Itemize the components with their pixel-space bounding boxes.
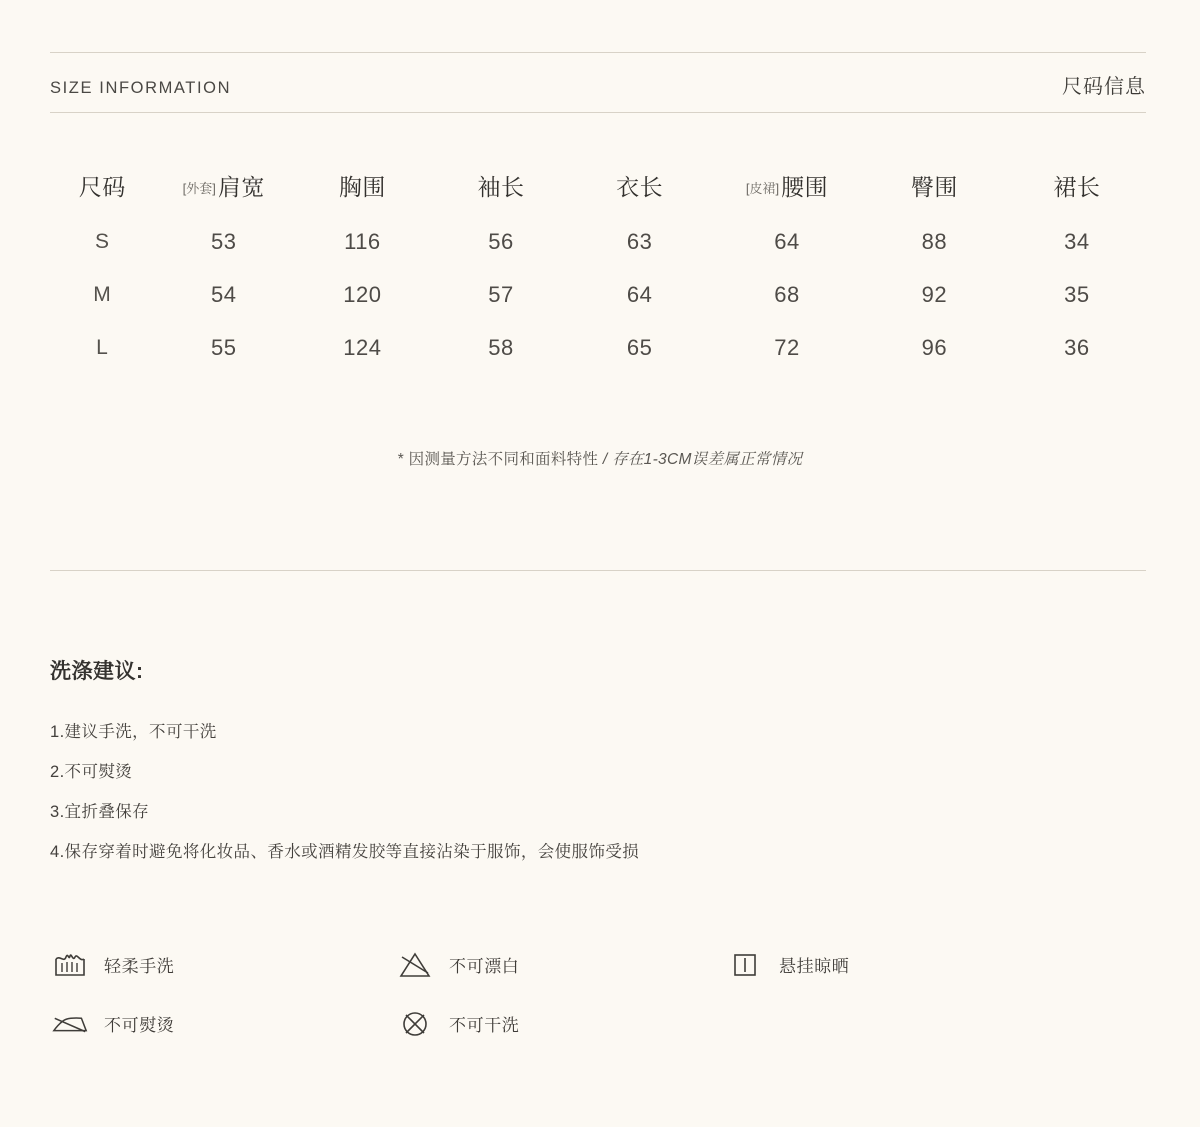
section-header: [50, 70, 1146, 99]
cell-bust: 120: [343, 281, 382, 307]
list-item: 4.保存穿着时避免将化妆品、香水或酒精发胶等直接沾染于服饰，会使服饰受损: [50, 843, 640, 861]
column-label: 胸围: [338, 173, 386, 200]
cell-length: 63: [626, 228, 653, 254]
legend-label: 不可干洗: [449, 1016, 520, 1035]
column-header-hip: [865, 155, 1004, 215]
legend-item-hang-dry: [725, 948, 1025, 982]
section-title-cn: 尺码信息: [1062, 76, 1146, 98]
cell-sleeve: 56: [488, 228, 514, 254]
cell-skirt-length: 34: [1064, 228, 1090, 254]
column-tag: [外套]: [182, 180, 216, 196]
table-row: [50, 321, 1150, 374]
measurement-note-main: * 因测量方法不同和面料特性: [397, 451, 599, 468]
column-header-sleeve: [432, 155, 571, 215]
no-iron-icon: [50, 1007, 90, 1041]
table-row: [50, 268, 1150, 321]
cell-shoulder: 55: [211, 334, 237, 360]
no-bleach-icon: [395, 948, 435, 982]
hang-dry-icon: [725, 948, 765, 982]
cell-sleeve: 58: [488, 334, 514, 360]
column-header-bust: [293, 155, 432, 215]
legend-item-no-iron: [50, 1007, 395, 1041]
cell-waist: 68: [774, 281, 800, 307]
care-section-title: 洗涤建议:: [50, 660, 144, 683]
measurement-note: [0, 447, 1200, 469]
cell-shoulder: 53: [211, 228, 237, 254]
column-header-shoulder: [155, 155, 294, 215]
cell-skirt-length: 35: [1064, 281, 1090, 307]
list-item: 2.不可熨烫: [50, 763, 133, 781]
column-label: 臀围: [910, 173, 958, 200]
cell-bust: 124: [343, 334, 382, 360]
hand-wash-icon: [50, 948, 90, 982]
legend-item-no-dryclean: [395, 1007, 725, 1041]
legend-label: 轻柔手洗: [104, 957, 175, 976]
cell-hip: 96: [921, 334, 948, 360]
list-item: 1.建议手洗，不可干洗: [50, 723, 217, 741]
cell-skirt-length: 36: [1064, 334, 1090, 360]
no-dryclean-icon: [395, 1007, 435, 1041]
divider-top: [50, 52, 1146, 53]
column-label: 肩宽: [217, 173, 265, 200]
cell-shoulder: 54: [211, 281, 237, 307]
care-instruction-list: [50, 712, 1100, 872]
divider-under-header: [50, 112, 1146, 113]
column-header-skirt-length: [1004, 155, 1150, 215]
legend-row-1: [50, 935, 1100, 994]
cell-hip: 92: [921, 281, 948, 307]
legend-item-hand-wash: [50, 948, 395, 982]
legend-label: 不可漂白: [449, 957, 520, 976]
legend-label: 不可熨烫: [104, 1016, 175, 1035]
cell-length: 64: [626, 281, 653, 307]
section-title-en: SIZE INFORMATION: [50, 79, 232, 97]
size-table: [50, 155, 1150, 374]
legend-row-2: [50, 994, 1100, 1053]
column-label: 尺码: [78, 173, 126, 200]
cell-sleeve: 57: [488, 281, 514, 307]
column-header-waist: [709, 155, 865, 215]
column-label: 腰围: [781, 173, 829, 200]
measurement-note-italic: / 存在1-3CM误差属正常情况: [602, 451, 803, 468]
cell-length: 65: [626, 334, 653, 360]
cell-size: M: [93, 282, 112, 306]
column-label: 衣长: [616, 173, 664, 200]
cell-waist: 64: [774, 228, 800, 254]
care-symbol-legend: [50, 935, 1100, 1053]
legend-item-no-bleach: [395, 948, 725, 982]
cell-size: S: [94, 229, 110, 253]
cell-size: L: [96, 335, 109, 359]
column-header-size: [50, 155, 155, 215]
column-header-length: [570, 155, 709, 215]
divider-bottom: [50, 570, 1146, 571]
table-row: [50, 215, 1150, 268]
list-item: 3.宜折叠保存: [50, 803, 150, 821]
cell-waist: 72: [774, 334, 800, 360]
legend-label: 悬挂晾晒: [779, 957, 850, 976]
column-label: 裙长: [1053, 173, 1101, 200]
cell-bust: 116: [344, 228, 381, 254]
cell-hip: 88: [921, 228, 948, 254]
column-label: 袖长: [477, 173, 525, 200]
column-tag: [皮裙]: [745, 180, 780, 196]
size-table-header-row: [50, 155, 1150, 215]
